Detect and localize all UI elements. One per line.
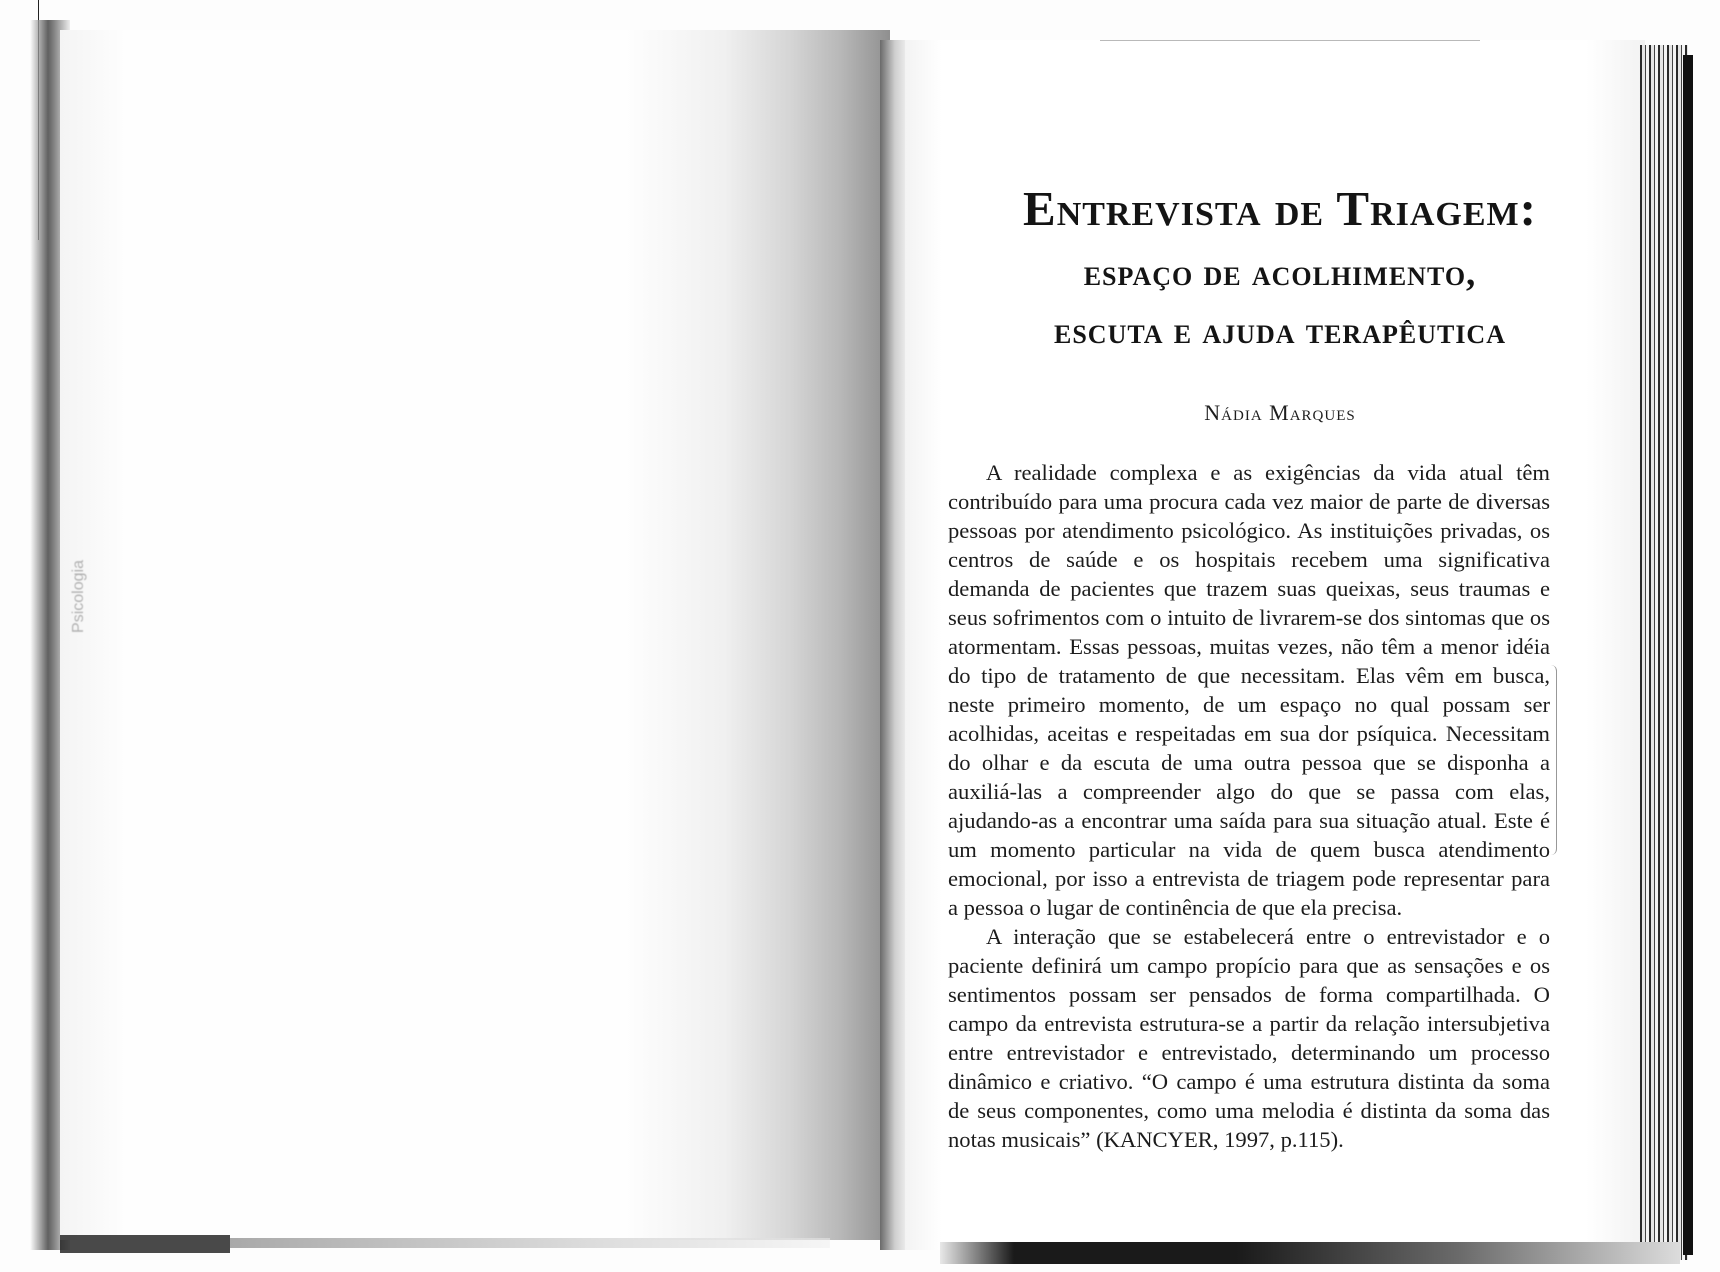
chapter-subtitle-line1: espaço de acolhimento,: [1083, 253, 1477, 294]
left-bottom-shadow: [60, 1235, 230, 1253]
right-page-top-line: [1100, 40, 1480, 41]
handwritten-bracket-mark: [1548, 665, 1557, 855]
left-bottom-shadow-fade: [230, 1238, 830, 1248]
right-bottom-shadow: [940, 1242, 1680, 1264]
paragraph-2: A interação que se estabelecerá entre o entrevistador e o paciente definirá um campo propício para que as sensações e os sentimentos possam ser pensados de forma compartilhada. O campo da entrevista estrutura-se a partir da relação intersubjetiva entre entrevistador e entrevistado, determinando um processo dinâmico e criativo. “O campo é uma estrutura distinta da soma de seus componentes, como uma melodia é distinta da soma das notas musicais” (KANCYER, 1997, p.115).: [948, 924, 1550, 1152]
paragraph-1: A realidade complexa e as exigências da vida atual têm contribuído para uma procura cada vez maior de parte de diversas pessoas por atendimento psicológico. As instituições privadas, os centros de saúde e os hospitais recebem uma significativa demanda de pacientes que trazem suas queixas, seus traumas e seus sofrimentos com o intuito de livrarem-se dos sintomas que os atormentam. Essas pessoas, muitas vezes, não têm a menor idéia do tipo de tratamento de que necessitam. Elas vêm em busca, neste primeiro momento, de um espaço no qual possam ser acolhidas, aceitas e respeitadas em sua dor psíquica. Necessitam do olhar e da escuta de uma outra pessoa que se disponha a auxiliá-las a compreender algo do que se passa com elas, ajudando-as a encontrar uma saída para sua situação atual. Este é um momento particular na vida de quem busca atendimento emocional, por isso a entrevista de triagem pode representar para a pessoa o lugar de continência de que ela precisa.: [948, 460, 1550, 920]
chapter-title: Entrevista de Triagem:: [1023, 181, 1537, 236]
chapter-subtitle-line2: escuta e ajuda terapêutica: [1054, 311, 1506, 352]
author-name: Nádia Marques: [1204, 400, 1356, 425]
left-page: [60, 30, 890, 1240]
chapter-body: [948, 458, 1550, 1154]
right-page-edge-dark: [1683, 55, 1693, 1255]
right-page-edge-stack: [1640, 45, 1688, 1260]
left-page-spine-label: Psicologia: [70, 560, 87, 633]
